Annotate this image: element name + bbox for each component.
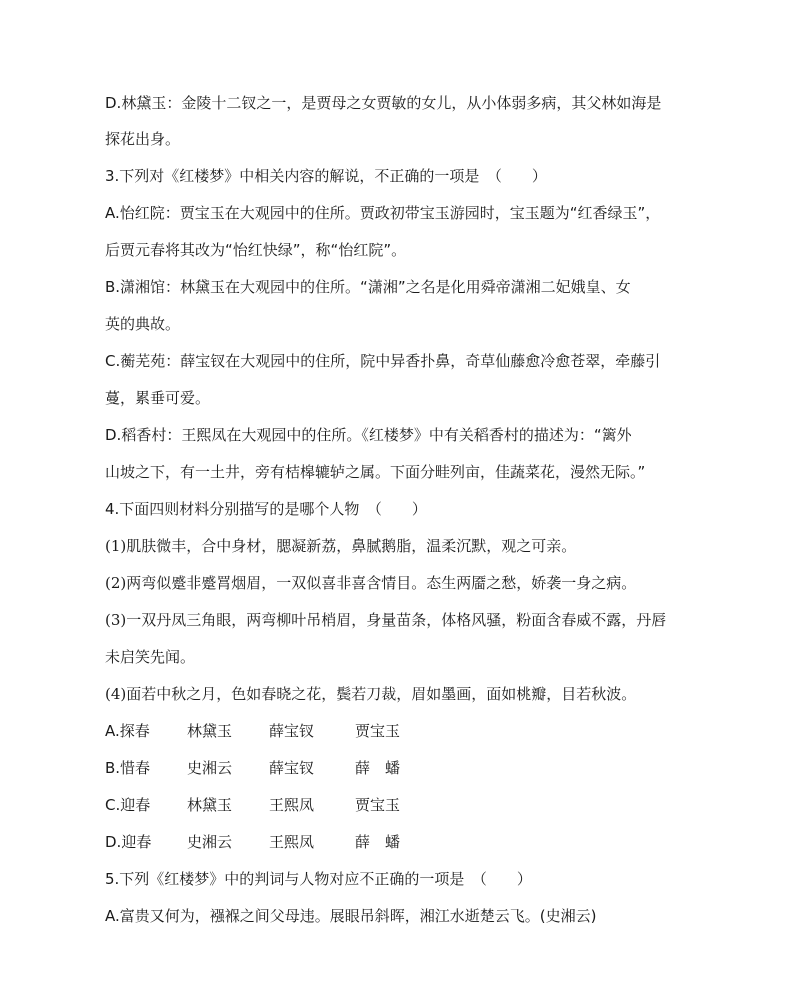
option-a-q3-line1: A.怡红院：贾宝玉在大观园中的住所。贾政初带宝玉游园时，宝玉题为“红香绿玉”， bbox=[105, 204, 661, 222]
option-a-q5: A.富贵又何为，襁褓之间父母违。展眼吊斜晖，湘江水逝楚云飞。(史湘云) bbox=[105, 907, 597, 925]
option-d-q3-line2: 山坡之下，有一土井，旁有桔槔辘轳之属。下面分畦列亩，佳蔬菜花，漫然无际。” bbox=[105, 463, 646, 481]
option-letter: D.迎春 bbox=[105, 833, 152, 851]
option-name: 贾宝玉 bbox=[355, 722, 401, 740]
option-name: 史湘云 bbox=[187, 833, 233, 851]
option-name: 王熙凤 bbox=[269, 796, 315, 814]
question-3: 3.下列对《红楼梦》中相关内容的解说，不正确的一项是 （ ） bbox=[105, 167, 547, 185]
option-d-q4 bbox=[105, 832, 400, 852]
option-name: 史湘云 bbox=[187, 759, 233, 777]
option-name: 王熙凤 bbox=[269, 833, 315, 851]
option-letter: C.迎春 bbox=[105, 796, 151, 814]
material-1: (1)肌肤微丰，合中身材，腮凝新荔，鼻腻鹅脂，温柔沉默，观之可亲。 bbox=[105, 537, 577, 555]
question-4: 4.下面四则材料分别描写的是哪个人物 （ ） bbox=[105, 500, 427, 518]
option-d-q3-line1: D.稻香村：王熙凤在大观园中的住所。《红楼梦》中有关稻香村的描述为：“篱外 bbox=[105, 426, 632, 444]
material-2: (2)两弯似蹙非蹙罥烟眉，一双似喜非喜含情目。态生两靥之愁，娇袭一身之病。 bbox=[105, 574, 637, 592]
option-c-q3-line1: C.蘅芜苑：薛宝钗在大观园中的住所，院中异香扑鼻，奇草仙藤愈冷愈苍翠，牵藤引 bbox=[105, 352, 661, 370]
material-3-line2: 未启笑先闻。 bbox=[105, 648, 196, 666]
option-b-q3-line1: B.潇湘馆：林黛玉在大观园中的住所。“潇湘”之名是化用舜帝潇湘二妃娥皇、女 bbox=[105, 278, 631, 296]
option-c-q4 bbox=[105, 795, 400, 815]
option-letter: B.惜春 bbox=[105, 759, 151, 777]
option-d-q2-line1: D.林黛玉：金陵十二钗之一，是贾母之女贾敏的女儿，从小体弱多病，其父林如海是 bbox=[105, 94, 662, 112]
question-5: 5.下列《红楼梦》中的判词与人物对应不正确的一项是 （ ） bbox=[105, 870, 532, 888]
option-name: 贾宝玉 bbox=[355, 796, 401, 814]
option-b-q3-line2: 英的典故。 bbox=[105, 315, 181, 333]
option-c-q3-line2: 蔓，累垂可爱。 bbox=[105, 389, 211, 407]
option-a-q3-line2: 后贾元春将其改为“怡红快绿”，称“怡红院”。 bbox=[105, 241, 407, 259]
option-name: 林黛玉 bbox=[187, 722, 233, 740]
option-name: 薛 蟠 bbox=[355, 833, 401, 851]
option-a-q4 bbox=[105, 721, 400, 741]
option-letter: A.探春 bbox=[105, 722, 150, 740]
option-name: 薛宝钗 bbox=[269, 722, 315, 740]
option-name: 薛 蟠 bbox=[355, 759, 401, 777]
material-4: (4)面若中秋之月，色如春晓之花，鬓若刀裁，眉如墨画，面如桃瓣，目若秋波。 bbox=[105, 685, 637, 703]
option-d-q2-line2: 探花出身。 bbox=[105, 130, 181, 148]
material-3-line1: (3)一双丹凤三角眼，两弯柳叶吊梢眉，身量苗条，体格风骚，粉面含春威不露，丹唇 bbox=[105, 611, 667, 629]
option-name: 薛宝钗 bbox=[269, 759, 315, 777]
option-b-q4 bbox=[105, 758, 400, 778]
option-name: 林黛玉 bbox=[187, 796, 233, 814]
